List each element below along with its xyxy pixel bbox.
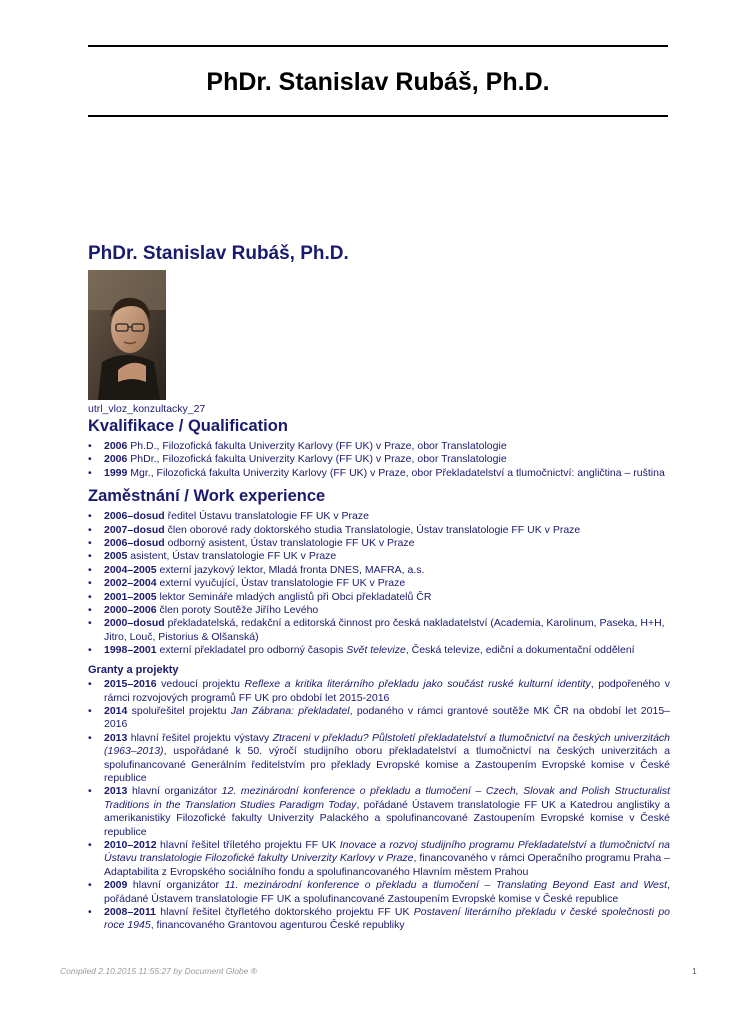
grant-item: • 2013 hlavní organizátor 12. mezinárodní konference o překladu a tlumočení – Czech, Slovak and Polish Structuralist Traditions in the Translation Studies Paradigm Today, pořádané Ústavem translatologie FF UK a Katedrou anglistiky a amerikanistiky Filozofické fakulty Univerzity Palackého a spolufinancované Zastoupením Evropské komise v České republice [88, 785, 670, 839]
grant-item: • 2008–2011 hlavní řešitel čtyřletého doktorského projektu FF UK Postavení literárního překladu v české společnosti po roce 1945, financovaného Grantovou agenturou České republiky [88, 906, 670, 933]
grants-list [88, 678, 670, 933]
qualification-item: • 2006 PhDr., Filozofická fakulta Univerzity Karlovy (FF UK) v Praze, obor Translatologie [88, 453, 670, 466]
work-item: • 2001–2005 lektor Semináře mladých anglistů při Obci překladatelů ČR [88, 591, 670, 604]
work-heading: Zaměstnání / Work experience [88, 487, 326, 506]
grant-item: • 2010–2012 hlavní řešitel tříletého projektu FF UK Inovace a rozvoj studijního programu Překladatelství a tlumočnictví na Ústavu translatologie Filozofické fakulty Univerzity Karlovy v Praze, financovaného v rámci Operačního programu Praha – Adaptabilita z Evropského sociálního fondu a spolufinancovaného Hlavním městem Prahou [88, 839, 670, 879]
work-item: • 2000–dosud překladatelská, redakční a editorská činnost pro česká nakladatelství (Academia, Karolinum, Paseka, H+H, Jitro, Louč, Pistorius & Olšanská) [88, 617, 670, 644]
work-item: • 2005 asistent, Ústav translatologie FF UK v Praze [88, 550, 670, 563]
work-list [88, 510, 670, 657]
qualification-item: • 2006 Ph.D., Filozofická fakulta Univerzity Karlovy (FF UK) v Praze, obor Translatologie [88, 440, 670, 453]
work-item: • 1998–2001 externí překladatel pro odborný časopis Svět televize, Česká televize, ediční a dokumentační oddělení [88, 644, 670, 657]
title-bottom-rule [88, 115, 668, 117]
grant-item: • 2013 hlavní řešitel projektu výstavy Ztraceni v překladu? Půlstoletí překladatelství a tlumočnictví na českých univerzitách (1963–2013), uspořádané k 50. výročí studijního oboru překladatelství a tlumočnictví na českých univerzitách a spolufinancované Generálním ředitelstvím pro překlady Evropské komise a Zastoupením Evropské komise v České republice [88, 732, 670, 786]
grant-item: • 2015–2016 vedoucí projektu Reflexe a kritika literárního překladu jako součást ruské kulturní identity, podpořeného v rámci rozvojových programů FF UK pro období let 2015-2016 [88, 678, 670, 705]
compiled-footer: Compiled 2.10.2015 11:55:27 by Document Globe ® [60, 966, 258, 976]
page-number: 1 [692, 966, 697, 976]
portrait-photo [88, 270, 166, 400]
work-item: • 2006–dosud odborný asistent, Ústav translatologie FF UK v Praze [88, 537, 670, 550]
person-heading: PhDr. Stanislav Rubáš, Ph.D. [88, 243, 349, 264]
photo-caption: utrl_vloz_konzultacky_27 [88, 403, 206, 415]
grant-item: • 2014 spoluřešitel projektu Jan Zábrana: překladatel, podaného v rámci grantové soutěže MK ČR na období let 2015–2016 [88, 705, 670, 732]
cv-content [88, 416, 670, 933]
grant-item: • 2009 hlavní organizátor 11. mezinárodní konference o překladu a tlumočení – Translating Beyond East and West, pořádané Ústavem translatologie FF UK a spolufinancované Zastoupením Evropské komise v České republice [88, 879, 670, 906]
work-item: • 2004–2005 externí jazykový lektor, Mladá fronta DNES, MAFRA, a.s. [88, 564, 670, 577]
grants-heading: Granty a projekty [88, 663, 179, 676]
document-title: PhDr. Stanislav Rubáš, Ph.D. [206, 68, 550, 96]
work-item: • 2000–2006 člen poroty Soutěže Jiřího Levého [88, 604, 670, 617]
qualification-list [88, 440, 670, 480]
work-item: • 2007–dosud člen oborové rady doktorského studia Translatologie, Ústav translatologie FF UK v Praze [88, 524, 670, 537]
qualification-heading: Kvalifikace / Qualification [88, 417, 288, 435]
qualification-item: • 1999 Mgr., Filozofická fakulta Univerzity Karlovy (FF UK) v Praze, obor Překladatelství a tlumočnictví: angličtina – ruština [88, 467, 670, 480]
work-item: • 2002–2004 externí vyučující, Ústav translatologie FF UK v Praze [88, 577, 670, 590]
work-item: • 2006–dosud ředitel Ústavu translatologie FF UK v Praze [88, 510, 670, 523]
top-rule [88, 45, 668, 47]
